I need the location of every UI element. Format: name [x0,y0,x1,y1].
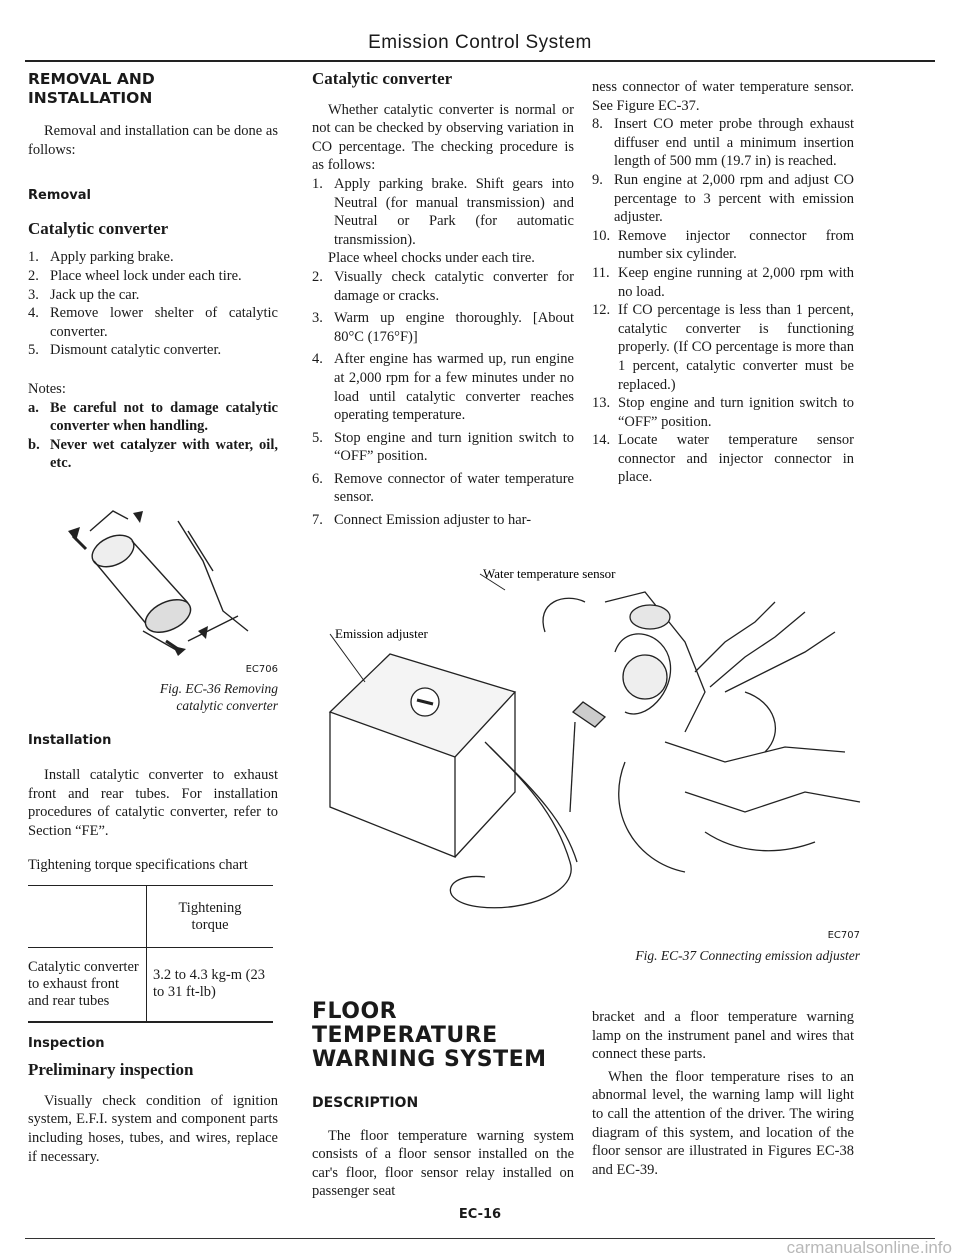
list-item: 12. If CO percentage is less than 1 percent, catalytic converter is functioning properly. (If CO percentage is more than 1 percent, catalytic converter must be replaced.) [592,302,854,393]
check-intro: Whether catalytic converter is normal or not can be checked by observing variation in CO percentage. The checking procedure is as follows: [312,101,574,174]
column-right [592,78,854,487]
list-item: 10. Remove injector connector from number six cylinder. [592,227,854,263]
list-item: 4. After engine has warmed up, run engine at 2,000 rpm for a few minutes under no load until catalytic converter reaches operating temperature. [312,351,574,424]
catalytic-converter-heading: Catalytic converter [28,218,169,238]
list-item: 11. Keep engine running at 2,000 rpm with no load. [592,264,854,300]
list-item: 6. Remove connector of water temperature sensor. [312,470,574,506]
list-item: 2. Visually check catalytic converter for damage or cracks. [312,268,574,304]
floor-temperature-section [312,1000,574,1201]
installation-heading: Installation [28,732,112,748]
inspection-heading: Inspection [28,1035,105,1051]
water-temp-sensor-label: Water temperature sensor [483,566,616,581]
list-item: 2. Place wheel lock under each tire. [28,267,242,284]
check-steps [312,175,574,249]
list-item: 5. Dismount catalytic converter. [28,342,222,359]
preliminary-inspection-heading: Preliminary inspection [28,1060,194,1080]
column-middle [312,70,574,530]
list-item: 4. Remove lower shelter of catalytic converter. [28,305,278,340]
figure-caption: Fig. EC-36 Removing catalytic converter [159,680,278,713]
catalytic-converter-check-heading: Catalytic converter [312,69,453,88]
column-left [28,70,278,1166]
list-item: 9. Run engine at 2,000 rpm and adjust CO percentage to 3 percent with emission adjuster. [592,171,854,226]
list-item: 8. Insert CO meter probe through exhaust diffuser end until a minimum insertion length of 500 mm (19.7 in) is reached. [592,116,854,170]
check-steps-cont [312,268,574,530]
watermark: carmanualsonline.info [786,1238,952,1257]
list-item: 3. Warm up engine thoroughly. [About 80°C (176°F)] [312,310,574,345]
removal-installation-heading: REMOVAL AND INSTALLATION [28,70,155,107]
emission-adjuster-illustration [305,562,865,947]
wheel-chocks-text: Place wheel chocks under each tire. [328,250,535,267]
removal-steps [28,248,278,360]
notes-list [28,399,278,473]
intro-text: Removal and installation can be done as follows: [28,123,278,158]
torque-chart-title: Tightening torque specifications chart [28,857,248,874]
note-item: a. Be careful not to damage catalytic converter when handling. [28,399,278,435]
torque-table [28,885,273,1023]
removal-heading: Removal [28,188,92,204]
torque-row-label: Catalytic converter to exhaust front and rear tubes [28,948,147,1022]
list-item: 5. Stop engine and turn ignition switch to “OFF” position. [312,429,574,465]
list-item: 1. Apply parking brake. Shift gears into Neutral (for manual transmission) and Neutral or Park (for automatic transmission). [312,175,574,248]
header-rule [25,60,935,62]
list-item: 14. Locate water temperature sensor connector and injector connector in place. [592,432,854,486]
page-header: Emission Control System [368,32,592,53]
figure-code: EC706 [245,663,278,675]
torque-row-value: 3.2 to 4.3 kg-m (23 to 31 ft-lb) [153,967,265,1001]
figure-caption: Fig. EC-37 Connecting emission adjuster [635,948,860,963]
connector-text: ness connector of water temperature sensor. See Figure EC-37. [592,79,854,114]
list-item: 13. Stop engine and turn ignition switch to “OFF” position. [592,395,854,430]
list-item: 7. Connect Emission adjuster to har- [312,512,532,529]
figure-code: EC707 [827,930,860,941]
adjust-steps [592,115,854,487]
list-item: 1. Apply parking brake. [28,249,174,266]
floor-temperature-title: FLOOR TEMPERATURE WARNING SYSTEM [312,999,547,1072]
torque-column-header: Tightening torque [178,899,242,933]
description-text: The floor temperature warning system consists of a floor sensor installed on the car's floor, floor sensor relay installed on passenger seat [312,1127,574,1200]
column-right-lower [592,1008,854,1179]
notes-label: Notes: [28,380,66,397]
catalytic-converter-illustration [28,491,278,661]
emission-adjuster-label: Emission adjuster [335,626,428,641]
preliminary-text: Visually check condition of ignition system, E.F.I. system and component parts including hoses, tubes, and wires, replace if necessary. [28,1092,278,1165]
installation-text: Install catalytic converter to exhaust front and rear tubes. For installation procedures of catalytic converter, refer to Section “FE”. [28,767,278,839]
note-item: b. Never wet catalyzer with water, oil, etc. [28,436,278,472]
page-number: EC-16 [458,1207,502,1222]
list-item: 3. Jack up the car. [28,286,140,303]
warning-lamp-text: When the floor temperature rises to an abnormal level, the warning lamp will light to call the attention of the driver. The wiring diagram of this system, and location of the floor sensor are illustrated in Figures EC-38 and EC-39. [592,1068,854,1178]
bracket-text: bracket and a floor temperature warning lamp on the instrument panel and wires that connect these parts. [592,1009,854,1063]
description-heading: DESCRIPTION [312,1095,419,1111]
